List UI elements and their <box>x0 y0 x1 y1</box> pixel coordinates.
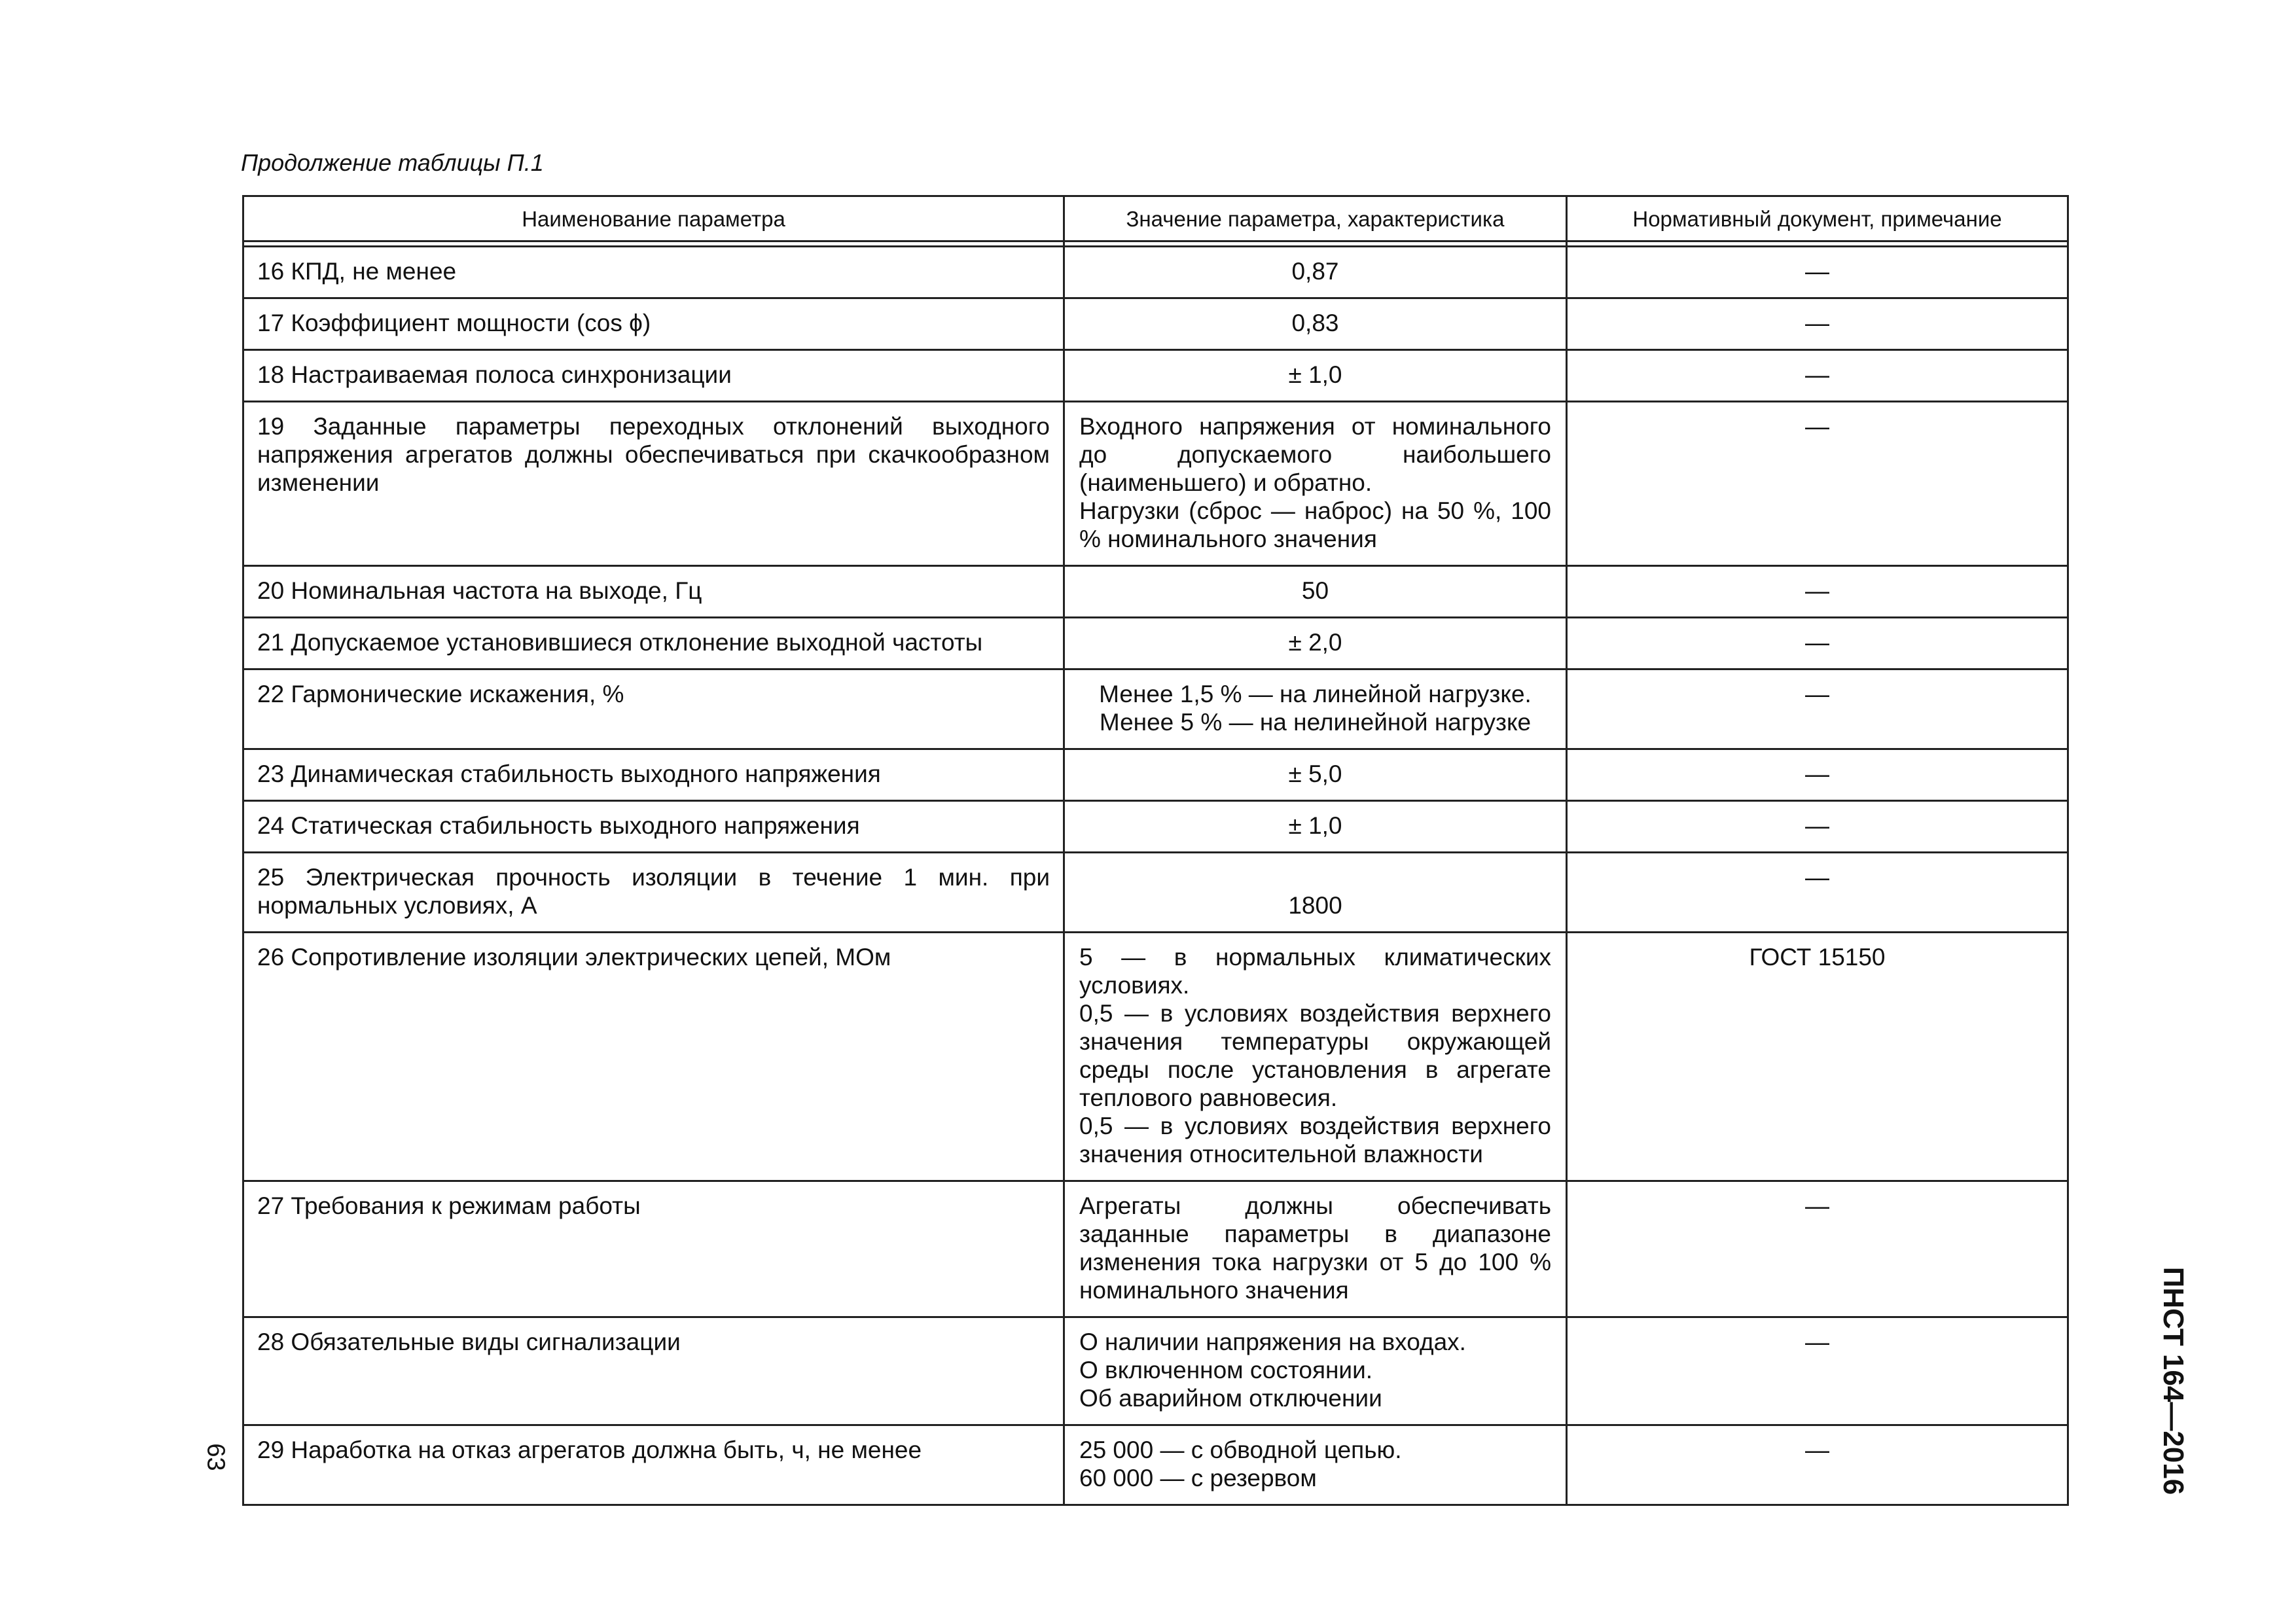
header-normative-document: Нормативный документ, примечание <box>1567 196 2068 241</box>
note-cell: — <box>1567 801 2068 853</box>
value-cell: 0,87 <box>1064 247 1567 298</box>
table-row <box>243 1425 2068 1505</box>
page-number: 63 <box>202 1443 230 1471</box>
document-code: ПНСТ 164—2016 <box>2157 1266 2189 1495</box>
value-cell: ± 2,0 <box>1064 618 1567 669</box>
table-row <box>243 1317 2068 1425</box>
note-cell: — <box>1567 618 2068 669</box>
value-cell <box>1064 402 1567 566</box>
value-line: 0,5 — в условиях воздействия верхнего значения температуры окружающей среды после установления в агрегате теплового равновесия. <box>1079 1000 1551 1111</box>
param-cell: 17 Коэффициент мощности (cos ϕ) <box>243 298 1064 350</box>
note-cell: ГОСТ 15150 <box>1567 933 2068 1181</box>
table-row <box>243 298 2068 350</box>
param-cell: 20 Номинальная частота на выходе, Гц <box>243 566 1064 618</box>
note-cell: — <box>1567 350 2068 402</box>
note-cell: — <box>1567 1181 2068 1317</box>
value-line: Нагрузки (сброс — наброс) на 50 %, 100 % номинального значения <box>1079 497 1551 552</box>
value-line: Менее 5 % — на нелинейной нагрузке <box>1099 709 1532 736</box>
note-cell: — <box>1567 669 2068 749</box>
value-cell: ± 1,0 <box>1064 350 1567 402</box>
value-cell: ± 1,0 <box>1064 801 1567 853</box>
param-cell: 16 КПД, не менее <box>243 247 1064 298</box>
value-line: О наличии напряжения на входах. <box>1079 1329 1466 1355</box>
value-line: Об аварийном отключении <box>1079 1385 1382 1412</box>
param-cell: 23 Динамическая стабильность выходного напряжения <box>243 749 1064 801</box>
param-cell: 21 Допускаемое установившиеся отклонение выходной частоты <box>243 618 1064 669</box>
value-line: 0,5 — в условиях воздействия верхнего значения относительной влажности <box>1079 1113 1551 1168</box>
header-gap <box>243 241 2068 247</box>
value-line: 60 000 — с резервом <box>1079 1465 1317 1491</box>
value-cell: 1800 <box>1064 853 1567 933</box>
table-row <box>243 247 2068 298</box>
table-caption: Продолжение таблицы П.1 <box>241 149 544 176</box>
note-cell: — <box>1567 853 2068 933</box>
param-cell: 27 Требования к режимам работы <box>243 1181 1064 1317</box>
table-row <box>243 402 2068 566</box>
note-cell: — <box>1567 749 2068 801</box>
value-line: 5 — в нормальных климатических условиях. <box>1079 944 1551 999</box>
param-cell: 26 Сопротивление изоляции электрических цепей, МОм <box>243 933 1064 1181</box>
value-cell: 50 <box>1064 566 1567 618</box>
param-cell: 25 Электрическая прочность изоляции в течение 1 мин. при нормальных условиях, А <box>243 853 1064 933</box>
param-cell: 22 Гармонические искажения, % <box>243 669 1064 749</box>
note-cell: — <box>1567 247 2068 298</box>
value-cell <box>1064 1425 1567 1505</box>
table-row <box>243 1181 2068 1317</box>
table-row <box>243 669 2068 749</box>
param-cell: 24 Статическая стабильность выходного напряжения <box>243 801 1064 853</box>
table-row <box>243 618 2068 669</box>
value-line: Входного напряжения от номинального до допускаемого наибольшего (наименьшего) и обратно. <box>1079 413 1551 496</box>
parameters-table <box>242 195 2069 1506</box>
header-parameter-name: Наименование параметра <box>243 196 1064 241</box>
note-cell: — <box>1567 1425 2068 1505</box>
value-line: Менее 1,5 % — на линейной нагрузке. <box>1099 681 1532 707</box>
value-cell: 0,83 <box>1064 298 1567 350</box>
table-row <box>243 350 2068 402</box>
note-cell: — <box>1567 402 2068 566</box>
table-row <box>243 933 2068 1181</box>
value-cell <box>1064 669 1567 749</box>
note-cell: — <box>1567 298 2068 350</box>
table-row <box>243 566 2068 618</box>
param-cell: 19 Заданные параметры переходных отклонений выходного напряжения агрегатов должны обеспечиваться при скачкообразном изменении <box>243 402 1064 566</box>
value-cell: ± 5,0 <box>1064 749 1567 801</box>
header-parameter-value: Значение параметра, характеристика <box>1064 196 1567 241</box>
note-cell: — <box>1567 566 2068 618</box>
value-line: 25 000 — с обводной цепью. <box>1079 1436 1402 1463</box>
value-cell: Агрегаты должны обеспечивать заданные параметры в диапазоне изменения тока нагрузки от 5 до 100 % номинального значения <box>1064 1181 1567 1317</box>
note-cell: — <box>1567 1317 2068 1425</box>
table-row <box>243 801 2068 853</box>
param-cell: 18 Настраиваемая полоса синхронизации <box>243 350 1064 402</box>
value-line: О включенном состоянии. <box>1079 1357 1373 1383</box>
value-cell <box>1064 1317 1567 1425</box>
table-row <box>243 853 2068 933</box>
param-cell: 28 Обязательные виды сигнализации <box>243 1317 1064 1425</box>
value-cell <box>1064 933 1567 1181</box>
table-row <box>243 749 2068 801</box>
param-cell: 29 Наработка на отказ агрегатов должна быть, ч, не менее <box>243 1425 1064 1505</box>
table-header-row <box>243 196 2068 241</box>
